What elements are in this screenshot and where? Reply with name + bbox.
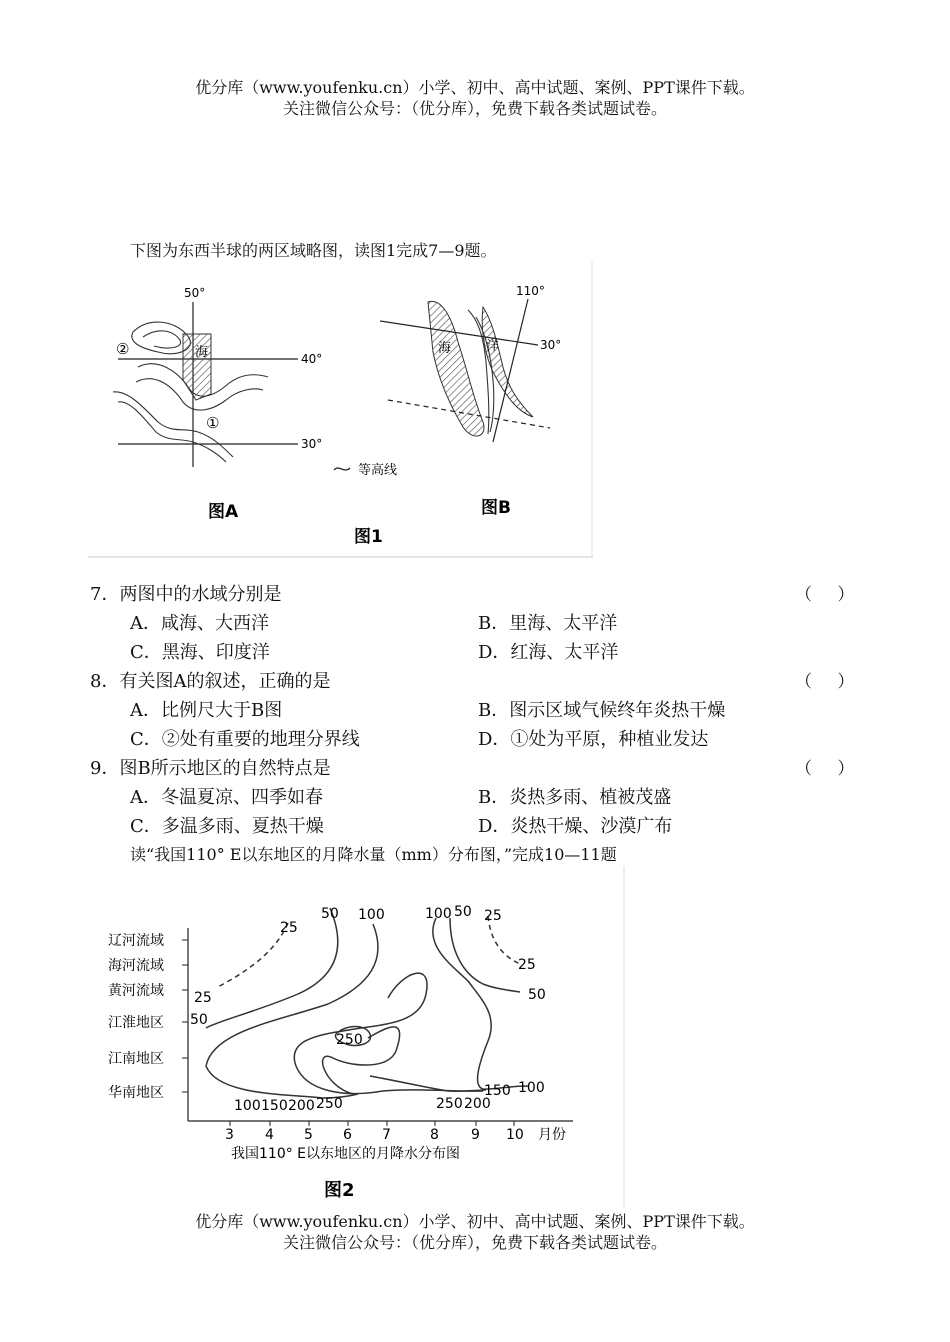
y-axis-labels — [108, 932, 188, 1101]
x-label-7: 7 — [382, 1127, 391, 1143]
figure-1-svg — [88, 262, 593, 558]
isohyet-label: 150 — [261, 1098, 288, 1114]
question-7-option-d: D．红海、太平洋 — [478, 642, 619, 663]
isohyet-label: 100 — [518, 1080, 545, 1096]
x-axis-unit: 月份 — [538, 1127, 566, 1143]
map-a-marker-1: ① — [206, 414, 220, 432]
figure-1-caption: 图1 — [354, 527, 383, 547]
figure-2-subtitle: 我国110° E以东地区的月降水分布图 — [231, 1146, 461, 1162]
y-label-huanan: 华南地区 — [108, 1085, 164, 1101]
question-8-stem: 8．有关图A的叙述，正确的是 — [90, 671, 331, 692]
question-7-stem: 7．两图中的水域分别是 — [90, 584, 282, 605]
y-label-huanghe: 黄河流域 — [108, 983, 164, 999]
isohyet-label: 25 — [280, 920, 298, 936]
figure-2 — [88, 866, 625, 1208]
x-label-3: 3 — [225, 1127, 234, 1143]
header-line-1: 优分库（www.youfenku.cn）小学、初中、高中试题、案例、PPT课件下载。 — [195, 78, 755, 97]
map-a-marker-2: ② — [116, 340, 130, 358]
map-a-sea-label: 海 — [195, 345, 209, 360]
x-label-4: 4 — [265, 1127, 274, 1143]
isohyet-label: 25 — [518, 957, 536, 973]
question-9-stem: 9．图B所示地区的自然特点是 — [90, 758, 331, 779]
contour-line — [143, 331, 181, 348]
isohyet-label: 150 — [484, 1083, 511, 1099]
isohyet-label: 100 — [358, 907, 385, 923]
isohyet-50-west — [206, 908, 338, 1028]
question-8-option-b: B．图示区域气候终年炎热干燥 — [478, 700, 726, 721]
isohyet-250-south — [370, 1076, 486, 1091]
x-axis-labels — [225, 1121, 566, 1143]
isohyet-label: 250 — [336, 1032, 363, 1048]
contour-line — [132, 322, 191, 354]
isohyet-100-west — [206, 924, 378, 1098]
question-7-answer-blank: （ ） — [795, 585, 865, 605]
isohyet-50-east — [450, 918, 520, 992]
map-a-lat2-label: 30° — [301, 437, 323, 451]
isohyet-label: 25 — [194, 990, 212, 1006]
map-b-label: 图B — [481, 498, 511, 518]
map-b-lon-label: 110° — [516, 284, 545, 298]
map-a-lon-label: 50° — [184, 286, 206, 300]
y-label-haihe: 海河流域 — [108, 958, 164, 974]
question-8-answer-blank: （ ） — [795, 672, 865, 692]
header-line-2: 关注微信公众号：（优分库），免费下载各类试题试卷。 — [282, 99, 667, 118]
y-label-jianghuai: 江淮地区 — [108, 1015, 164, 1031]
x-label-10: 10 — [506, 1127, 524, 1143]
isohyet-150 — [294, 973, 483, 1093]
isohyet-25-west — [216, 923, 288, 988]
isohyet-label: 25 — [484, 908, 502, 924]
contour-legend-icon — [334, 468, 350, 470]
map-b-lat-30 — [380, 321, 538, 345]
isohyet-label: 200 — [464, 1096, 491, 1112]
question-9-option-a: A．冬温夏凉、四季如春 — [130, 787, 323, 808]
map-b-land — [482, 307, 533, 417]
figure-2-caption: 图2 — [324, 1180, 355, 1201]
question-9-answer-blank: （ ） — [795, 759, 865, 779]
isohyet-label: 50 — [528, 987, 546, 1003]
x-label-9: 9 — [471, 1127, 480, 1143]
isohyet-label: 100 — [425, 906, 452, 922]
map-a-lat1-label: 40° — [301, 352, 323, 366]
x-label-6: 6 — [343, 1127, 352, 1143]
isohyet-label: 50 — [454, 904, 472, 920]
question-8-option-c: C．②处有重要的地理分界线 — [130, 729, 360, 750]
figure-1 — [88, 262, 593, 558]
footer-line-2: 关注微信公众号：（优分库），免费下载各类试题试卷。 — [282, 1233, 667, 1252]
x-label-8: 8 — [430, 1127, 439, 1143]
question-9-option-d: D．炎热干燥、沙漠广布 — [478, 816, 673, 837]
question-7-option-c: C．黑海、印度洋 — [130, 642, 270, 663]
question-7-option-b: B．里海、太平洋 — [478, 613, 618, 634]
map-b-sea-label-1: 海 — [438, 341, 452, 356]
intro-figure2: 读“我国110° E以东地区的月降水量（mm）分布图，”完成10—11题 — [130, 845, 617, 864]
map-a-label: 图A — [208, 502, 239, 522]
map-a — [113, 286, 322, 522]
figure-2-svg — [88, 866, 625, 1208]
isohyet-label: 250 — [316, 1096, 343, 1112]
map-b-lat-label: 30° — [540, 338, 562, 352]
footer-line-1: 优分库（www.youfenku.cn）小学、初中、高中试题、案例、PPT课件下载。 — [195, 1212, 755, 1231]
isohyet-label: 250 — [436, 1096, 463, 1112]
isohyet-label: 200 — [288, 1098, 315, 1114]
map-a-sea — [183, 334, 211, 400]
isohyet-label: 50 — [321, 906, 339, 922]
isohyet-label: 100 — [234, 1098, 261, 1114]
isohyet-100-east — [433, 918, 528, 1089]
map-b-sea-label-2: 洋 — [486, 339, 500, 354]
question-8-option-a: A．比例尺大于B图 — [130, 700, 283, 721]
intro-figure1: 下图为东西半球的两区域略图，读图1完成7—9题。 — [130, 241, 497, 260]
y-label-liaohe: 辽河流域 — [108, 933, 164, 949]
x-label-5: 5 — [304, 1127, 313, 1143]
isohyets — [206, 908, 528, 1098]
legend-label: 等高线 — [358, 463, 398, 478]
map-b — [380, 284, 561, 518]
y-label-jiangnan: 江南地区 — [108, 1051, 164, 1067]
question-8-option-d: D．①处为平原，种植业发达 — [478, 729, 709, 750]
question-7-option-a: A．咸海、大西洋 — [130, 613, 269, 634]
isohyet-label: 50 — [190, 1012, 208, 1028]
question-9-option-b: B．炎热多雨、植被茂盛 — [478, 787, 672, 808]
question-9-option-c: C．多温多雨、夏热干燥 — [130, 816, 324, 837]
